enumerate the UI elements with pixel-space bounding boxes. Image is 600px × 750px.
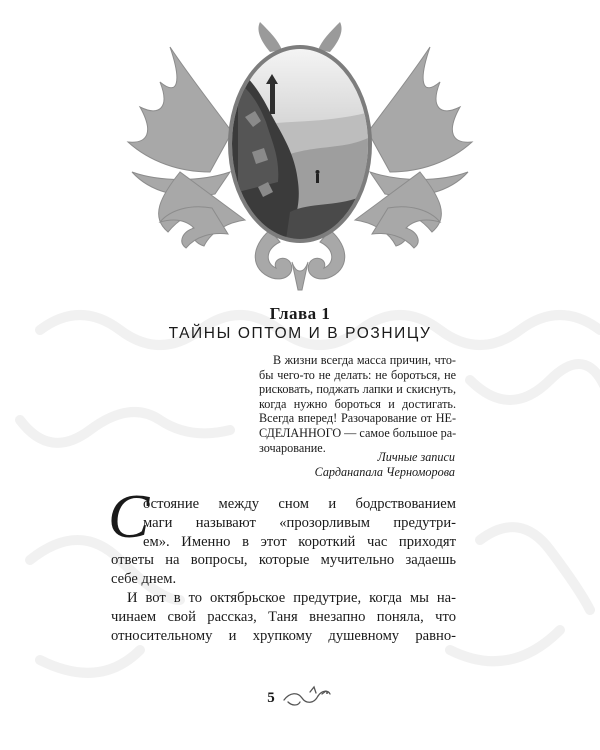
- drop-cap: С: [108, 483, 150, 551]
- epigraph-line: зочарование.: [259, 440, 326, 455]
- chapter-title: ТАЙНЫ ОПТОМ И В РОЗНИЦУ: [168, 325, 432, 342]
- dragon-frame-illustration: [120, 22, 480, 292]
- dragon-flourish-icon: [280, 684, 332, 710]
- epigraph-line: когда нужно бороться и достигать.: [259, 396, 456, 411]
- body-line: ем». Именно в этот короткий час приходят: [143, 533, 456, 550]
- epigraph-source: [259, 450, 455, 480]
- chapter-number: Глава 1: [269, 304, 331, 323]
- epigraph-line: СДЕЛАННОГО — самое большое ра-: [259, 425, 457, 440]
- body-text: [111, 495, 456, 645]
- epigraph-line: Всегда вперед! Разочарование от НЕ-: [259, 411, 456, 426]
- page-number: 5: [267, 690, 275, 706]
- body-line: остояние между сном и бодрствованием: [143, 496, 456, 512]
- body-line: чинаем свой рассказ, Таня внезапно поняла, что: [111, 608, 456, 625]
- epigraph-line: бы чего-то не делать: не бороться, не: [259, 367, 456, 382]
- body-line: себе днем.: [111, 571, 177, 588]
- body-line: ответы на вопросы, которые мучительно задаешь: [111, 552, 456, 569]
- epigraph: [259, 353, 456, 455]
- body-line: относительному и хрупкому душевному равно-: [111, 627, 456, 644]
- body-line: маги называют «прозорливым предутри-: [143, 514, 456, 531]
- epigraph-line: В жизни всегда масса причин, что-: [273, 353, 456, 367]
- body-line: И вот в то октябрьское предутрие, когда мы на-: [127, 589, 456, 606]
- epigraph-source-author: Сарданапала Черноморова: [314, 465, 455, 479]
- epigraph-line: рисковать, поджать лапки и скиснуть,: [259, 382, 456, 397]
- epigraph-source-title: Личные записи: [377, 450, 455, 464]
